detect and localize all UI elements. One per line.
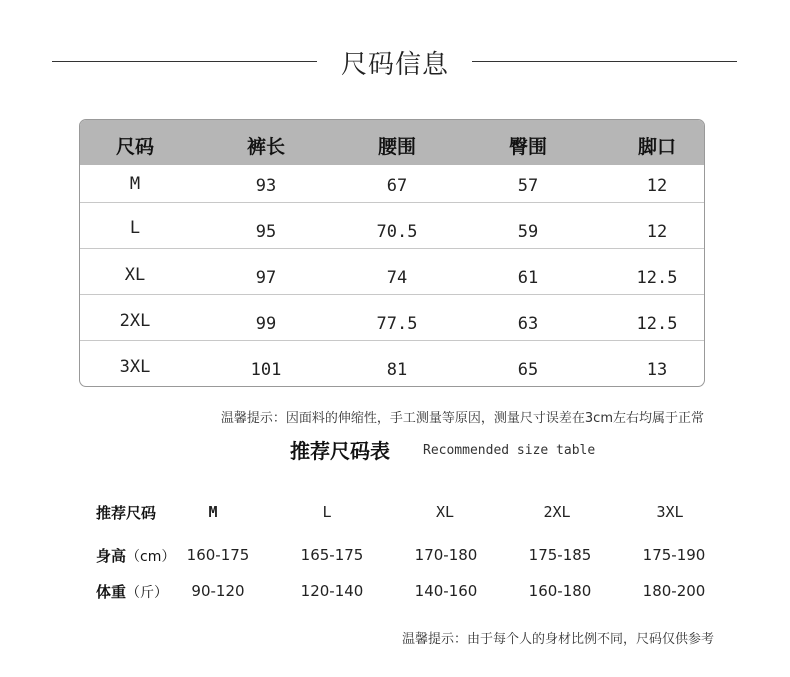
row-divider [80,340,704,341]
recommend-size: 3XL [656,503,684,521]
weight-range: 160-180 [528,582,592,600]
page-title: 尺码信息 [340,50,449,80]
recommend-size: 2XL [543,503,571,521]
table-cell: 61 [517,268,539,288]
table-cell: 81 [386,360,408,380]
row-divider [80,248,704,249]
recommend-header-label: 推荐尺码 [96,504,157,522]
table-cell: 63 [517,314,539,334]
table-cell: M [129,174,141,194]
header-size: 尺码 [115,136,154,158]
recommend-title: 推荐尺码表 [290,439,390,463]
weight-range: 120-140 [300,582,364,600]
table-cell: L [129,218,141,238]
table-cell: 12 [646,222,668,242]
table-cell: 77.5 [376,314,418,334]
height-range: 165-175 [300,546,364,564]
weight-label-group [96,581,168,602]
table-cell: 2XL [119,311,151,331]
weight-range: 180-200 [642,582,706,600]
table-cell: 67 [386,176,408,196]
table-cell: 74 [386,268,408,288]
table-cell: 101 [250,360,282,380]
height-range: 175-185 [528,546,592,564]
table-cell: 57 [517,176,539,196]
header-waist: 腰围 [377,136,416,158]
weight-label: 体重 [96,583,127,601]
header-length: 裤长 [246,136,285,158]
table-cell: 12.5 [636,268,678,288]
height-range: 170-180 [414,546,478,564]
recommend-size: L [322,503,332,521]
measurement-note: 温馨提示：因面料的伸缩性，手工测量等原因，测量尺寸误差在3cm左右均属于正常 [220,411,704,426]
height-unit: （cm） [126,549,176,565]
table-cell: 97 [255,268,277,288]
table-cell: 13 [646,360,668,380]
height-range: 175-190 [642,546,706,564]
row-divider [80,202,704,203]
table-cell: 70.5 [376,222,418,242]
height-range: 160-175 [186,546,250,564]
size-table [79,119,705,387]
weight-unit: （斤） [126,585,169,601]
header-hem: 脚口 [637,136,676,158]
weight-range: 90-120 [191,582,245,600]
weight-range: 140-160 [414,582,478,600]
table-cell: 59 [517,222,539,242]
header-hip: 臀围 [508,136,547,158]
table-cell: 95 [255,222,277,242]
recommend-note: 温馨提示：由于每个人的身材比例不同，尺码仅供参考 [401,632,714,647]
height-label: 身高 [96,547,127,565]
row-divider [80,294,704,295]
table-cell: 3XL [119,357,151,377]
table-cell: 99 [255,314,277,334]
recommend-size: XL [435,503,455,521]
table-cell: 12 [646,176,668,196]
table-cell: 65 [517,360,539,380]
table-cell: XL [124,265,146,285]
table-cell: 93 [255,176,277,196]
table-cell: 12.5 [636,314,678,334]
recommend-size: M [208,503,218,521]
recommend-subtitle: Recommended size table [423,443,596,458]
